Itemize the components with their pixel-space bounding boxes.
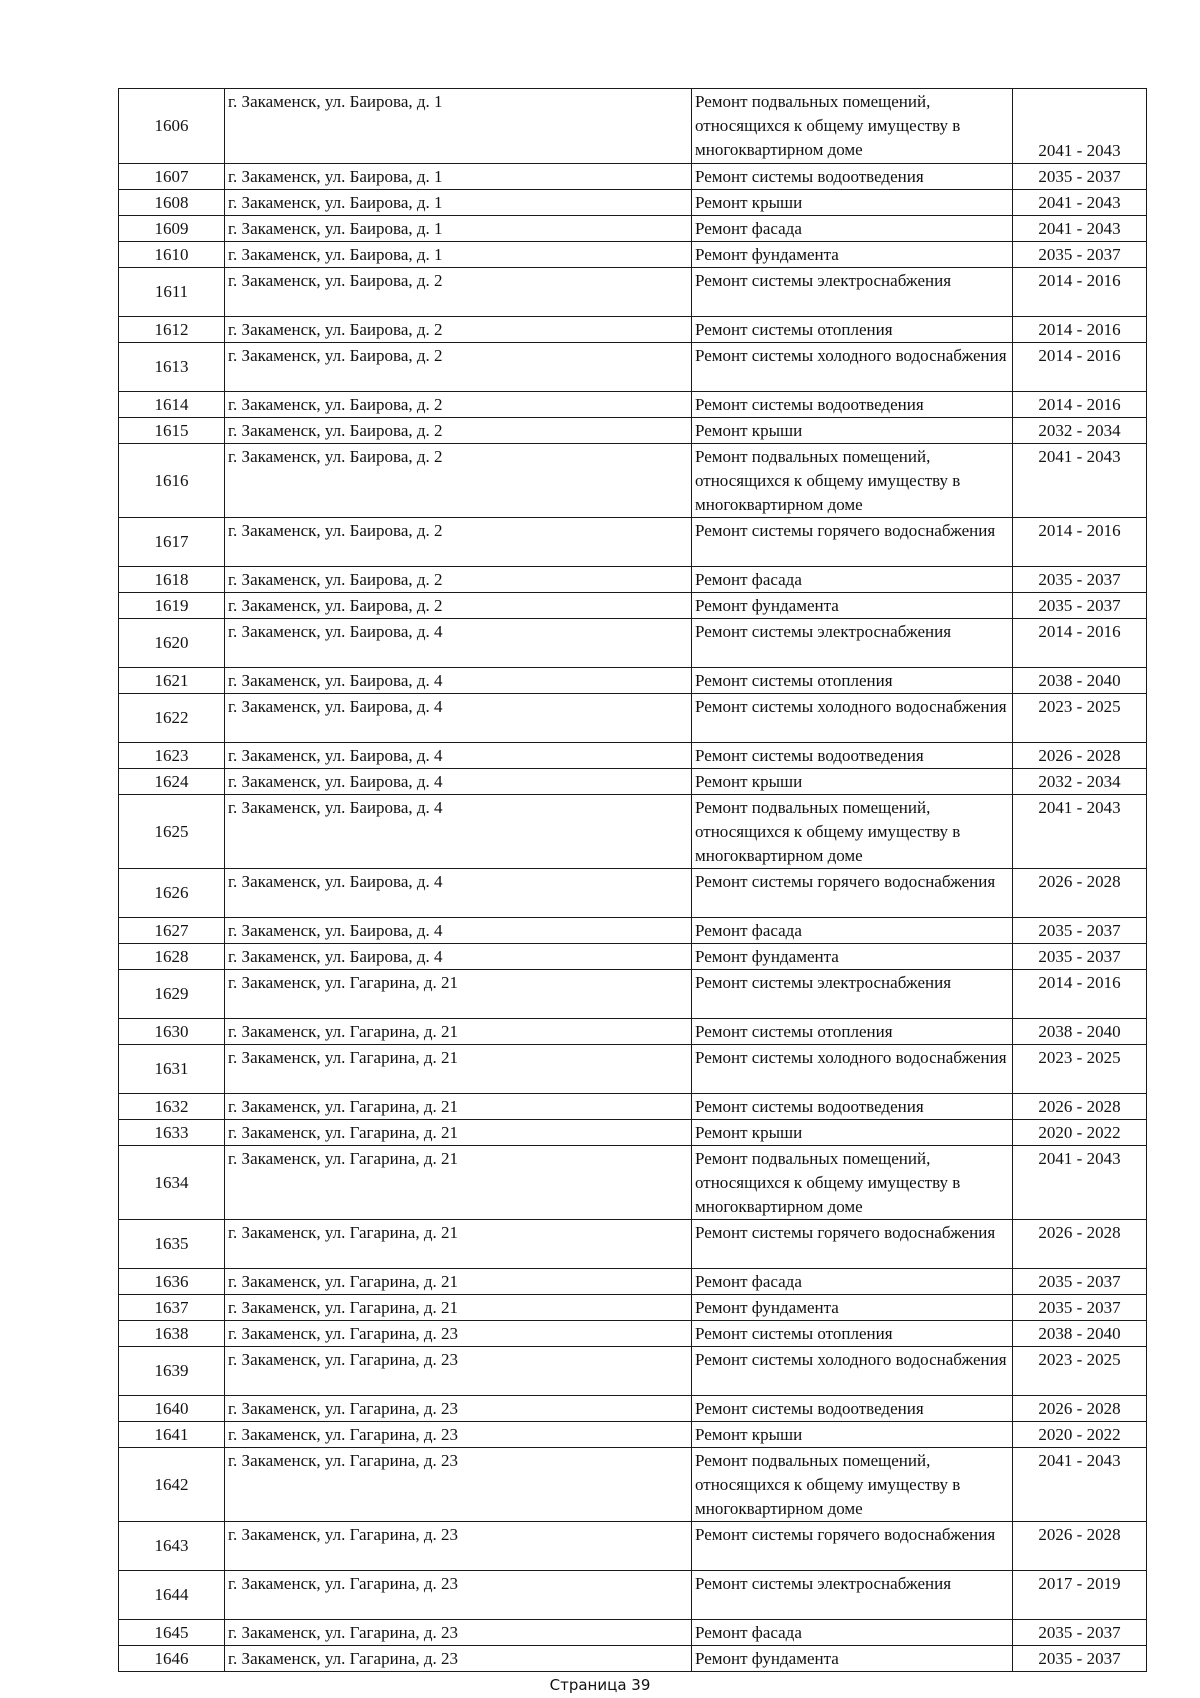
table-row: [119, 970, 1147, 1019]
work-type-cell: Ремонт системы электроснабжения: [692, 970, 1013, 1019]
address-cell: г. Закаменск, ул. Гагарина, д. 23: [225, 1321, 692, 1347]
work-type-cell: Ремонт системы электроснабжения: [692, 619, 1013, 668]
address-cell: г. Закаменск, ул. Баирова, д. 1: [225, 190, 692, 216]
period-cell: 2026 - 2028: [1013, 1220, 1147, 1269]
address-cell: г. Закаменск, ул. Баирова, д. 1: [225, 216, 692, 242]
address-cell: г. Закаменск, ул. Гагарина, д. 23: [225, 1448, 692, 1522]
row-number-cell: 1626: [119, 869, 225, 918]
work-type-cell: Ремонт системы водоотведения: [692, 164, 1013, 190]
period-cell: 2026 - 2028: [1013, 1522, 1147, 1571]
row-number-cell: 1616: [119, 444, 225, 518]
work-type-cell: Ремонт подвальных помещений, относящихся к общему имуществу в многоквартирном доме: [692, 444, 1013, 518]
work-type-cell: Ремонт системы отопления: [692, 668, 1013, 694]
period-cell: 2032 - 2034: [1013, 769, 1147, 795]
work-type-cell: Ремонт подвальных помещений, относящихся к общему имуществу в многоквартирном доме: [692, 1146, 1013, 1220]
row-number-cell: 1611: [119, 268, 225, 317]
period-cell: 2017 - 2019: [1013, 1571, 1147, 1620]
period-cell: 2038 - 2040: [1013, 668, 1147, 694]
table-row: [119, 668, 1147, 694]
period-cell: 2035 - 2037: [1013, 944, 1147, 970]
table-row: [119, 1448, 1147, 1522]
work-type-cell: Ремонт крыши: [692, 1422, 1013, 1448]
row-number-cell: 1628: [119, 944, 225, 970]
work-type-cell: Ремонт фундамента: [692, 593, 1013, 619]
row-number-cell: 1614: [119, 392, 225, 418]
repair-schedule-table: [118, 88, 1147, 1672]
table-row: [119, 1019, 1147, 1045]
address-cell: г. Закаменск, ул. Баирова, д. 2: [225, 593, 692, 619]
work-type-cell: Ремонт фасада: [692, 918, 1013, 944]
row-number-cell: 1613: [119, 343, 225, 392]
address-cell: г. Закаменск, ул. Гагарина, д. 23: [225, 1620, 692, 1646]
period-cell: 2041 - 2043: [1013, 190, 1147, 216]
period-cell: 2038 - 2040: [1013, 1019, 1147, 1045]
work-type-cell: Ремонт системы горячего водоснабжения: [692, 1220, 1013, 1269]
table-row: [119, 743, 1147, 769]
address-cell: г. Закаменск, ул. Баирова, д. 4: [225, 619, 692, 668]
address-cell: г. Закаменск, ул. Гагарина, д. 21: [225, 1295, 692, 1321]
address-cell: г. Закаменск, ул. Баирова, д. 4: [225, 795, 692, 869]
period-cell: 2035 - 2037: [1013, 1269, 1147, 1295]
work-type-cell: Ремонт крыши: [692, 1120, 1013, 1146]
period-cell: 2035 - 2037: [1013, 1295, 1147, 1321]
address-cell: г. Закаменск, ул. Баирова, д. 4: [225, 743, 692, 769]
table-row: [119, 190, 1147, 216]
row-number-cell: 1607: [119, 164, 225, 190]
row-number-cell: 1609: [119, 216, 225, 242]
row-number-cell: 1633: [119, 1120, 225, 1146]
work-type-cell: Ремонт системы водоотведения: [692, 1396, 1013, 1422]
work-type-cell: Ремонт системы водоотведения: [692, 1094, 1013, 1120]
table-row: [119, 1620, 1147, 1646]
period-cell: 2023 - 2025: [1013, 694, 1147, 743]
table-row: [119, 869, 1147, 918]
row-number-cell: 1635: [119, 1220, 225, 1269]
address-cell: г. Закаменск, ул. Баирова, д. 4: [225, 668, 692, 694]
address-cell: г. Закаменск, ул. Баирова, д. 4: [225, 944, 692, 970]
table-row: [119, 1422, 1147, 1448]
work-type-cell: Ремонт крыши: [692, 769, 1013, 795]
work-type-cell: Ремонт системы отопления: [692, 1321, 1013, 1347]
table-row: [119, 1295, 1147, 1321]
address-cell: г. Закаменск, ул. Гагарина, д. 23: [225, 1522, 692, 1571]
table-row: [119, 89, 1147, 164]
period-cell: 2035 - 2037: [1013, 1620, 1147, 1646]
row-number-cell: 1637: [119, 1295, 225, 1321]
address-cell: г. Закаменск, ул. Гагарина, д. 21: [225, 1094, 692, 1120]
period-cell: 2041 - 2043: [1013, 1146, 1147, 1220]
row-number-cell: 1625: [119, 795, 225, 869]
work-type-cell: Ремонт крыши: [692, 190, 1013, 216]
period-cell: 2041 - 2043: [1013, 89, 1147, 164]
period-cell: 2035 - 2037: [1013, 242, 1147, 268]
table-row: [119, 518, 1147, 567]
work-type-cell: Ремонт фундамента: [692, 1646, 1013, 1672]
work-type-cell: Ремонт подвальных помещений, относящихся к общему имуществу в многоквартирном доме: [692, 795, 1013, 869]
row-number-cell: 1612: [119, 317, 225, 343]
period-cell: 2035 - 2037: [1013, 918, 1147, 944]
period-cell: 2032 - 2034: [1013, 418, 1147, 444]
work-type-cell: Ремонт системы горячего водоснабжения: [692, 1522, 1013, 1571]
table-row: [119, 1220, 1147, 1269]
row-number-cell: 1627: [119, 918, 225, 944]
row-number-cell: 1624: [119, 769, 225, 795]
address-cell: г. Закаменск, ул. Гагарина, д. 23: [225, 1571, 692, 1620]
work-type-cell: Ремонт системы электроснабжения: [692, 268, 1013, 317]
work-type-cell: Ремонт системы холодного водоснабжения: [692, 694, 1013, 743]
address-cell: г. Закаменск, ул. Баирова, д. 1: [225, 89, 692, 164]
table-row: [119, 1321, 1147, 1347]
row-number-cell: 1630: [119, 1019, 225, 1045]
table-row: [119, 1269, 1147, 1295]
address-cell: г. Закаменск, ул. Баирова, д. 1: [225, 242, 692, 268]
work-type-cell: Ремонт системы водоотведения: [692, 392, 1013, 418]
period-cell: 2023 - 2025: [1013, 1347, 1147, 1396]
period-cell: 2020 - 2022: [1013, 1422, 1147, 1448]
period-cell: 2014 - 2016: [1013, 970, 1147, 1019]
row-number-cell: 1618: [119, 567, 225, 593]
row-number-cell: 1629: [119, 970, 225, 1019]
period-cell: 2026 - 2028: [1013, 1094, 1147, 1120]
table-row: [119, 1347, 1147, 1396]
row-number-cell: 1644: [119, 1571, 225, 1620]
table-row: [119, 795, 1147, 869]
period-cell: 2038 - 2040: [1013, 1321, 1147, 1347]
work-type-cell: Ремонт системы горячего водоснабжения: [692, 518, 1013, 567]
address-cell: г. Закаменск, ул. Баирова, д. 4: [225, 694, 692, 743]
work-type-cell: Ремонт фундамента: [692, 242, 1013, 268]
address-cell: г. Закаменск, ул. Баирова, д. 2: [225, 444, 692, 518]
period-cell: 2020 - 2022: [1013, 1120, 1147, 1146]
table-row: [119, 164, 1147, 190]
period-cell: 2035 - 2037: [1013, 164, 1147, 190]
table-row: [119, 1045, 1147, 1094]
address-cell: г. Закаменск, ул. Гагарина, д. 23: [225, 1347, 692, 1396]
table-row: [119, 268, 1147, 317]
address-cell: г. Закаменск, ул. Баирова, д. 4: [225, 769, 692, 795]
row-number-cell: 1622: [119, 694, 225, 743]
row-number-cell: 1634: [119, 1146, 225, 1220]
address-cell: г. Закаменск, ул. Гагарина, д. 21: [225, 1146, 692, 1220]
row-number-cell: 1638: [119, 1321, 225, 1347]
work-type-cell: Ремонт системы отопления: [692, 1019, 1013, 1045]
address-cell: г. Закаменск, ул. Баирова, д. 1: [225, 164, 692, 190]
table-body: [119, 89, 1147, 1672]
period-cell: 2014 - 2016: [1013, 268, 1147, 317]
period-cell: 2041 - 2043: [1013, 1448, 1147, 1522]
table-row: [119, 769, 1147, 795]
work-type-cell: Ремонт фасада: [692, 1620, 1013, 1646]
address-cell: г. Закаменск, ул. Баирова, д. 2: [225, 567, 692, 593]
row-number-cell: 1639: [119, 1347, 225, 1396]
address-cell: г. Закаменск, ул. Баирова, д. 2: [225, 418, 692, 444]
table-row: [119, 317, 1147, 343]
row-number-cell: 1632: [119, 1094, 225, 1120]
address-cell: г. Закаменск, ул. Баирова, д. 2: [225, 518, 692, 567]
row-number-cell: 1640: [119, 1396, 225, 1422]
address-cell: г. Закаменск, ул. Гагарина, д. 21: [225, 1045, 692, 1094]
address-cell: г. Закаменск, ул. Гагарина, д. 23: [225, 1396, 692, 1422]
period-cell: 2035 - 2037: [1013, 593, 1147, 619]
period-cell: 2035 - 2037: [1013, 1646, 1147, 1672]
period-cell: 2026 - 2028: [1013, 743, 1147, 769]
work-type-cell: Ремонт фасада: [692, 567, 1013, 593]
table-row: [119, 242, 1147, 268]
table-row: [119, 216, 1147, 242]
address-cell: г. Закаменск, ул. Гагарина, д. 23: [225, 1646, 692, 1672]
work-type-cell: Ремонт системы водоотведения: [692, 743, 1013, 769]
period-cell: 2041 - 2043: [1013, 444, 1147, 518]
row-number-cell: 1608: [119, 190, 225, 216]
row-number-cell: 1631: [119, 1045, 225, 1094]
table-row: [119, 944, 1147, 970]
page-number: Страница 39: [549, 1676, 651, 1694]
address-cell: г. Закаменск, ул. Гагарина, д. 23: [225, 1422, 692, 1448]
period-cell: 2041 - 2043: [1013, 795, 1147, 869]
period-cell: 2023 - 2025: [1013, 1045, 1147, 1094]
address-cell: г. Закаменск, ул. Гагарина, д. 21: [225, 1269, 692, 1295]
row-number-cell: 1617: [119, 518, 225, 567]
row-number-cell: 1645: [119, 1620, 225, 1646]
address-cell: г. Закаменск, ул. Баирова, д. 4: [225, 918, 692, 944]
table-row: [119, 593, 1147, 619]
table-row: [119, 1571, 1147, 1620]
work-type-cell: Ремонт системы холодного водоснабжения: [692, 1045, 1013, 1094]
period-cell: 2014 - 2016: [1013, 343, 1147, 392]
work-type-cell: Ремонт подвальных помещений, относящихся к общему имуществу в многоквартирном доме: [692, 89, 1013, 164]
row-number-cell: 1615: [119, 418, 225, 444]
period-cell: 2026 - 2028: [1013, 1396, 1147, 1422]
address-cell: г. Закаменск, ул. Гагарина, д. 21: [225, 1019, 692, 1045]
work-type-cell: Ремонт фундамента: [692, 1295, 1013, 1321]
work-type-cell: Ремонт системы холодного водоснабжения: [692, 343, 1013, 392]
period-cell: 2014 - 2016: [1013, 518, 1147, 567]
table-row: [119, 418, 1147, 444]
table-row: [119, 1094, 1147, 1120]
period-cell: 2035 - 2037: [1013, 567, 1147, 593]
work-type-cell: Ремонт фундамента: [692, 944, 1013, 970]
period-cell: 2041 - 2043: [1013, 216, 1147, 242]
row-number-cell: 1641: [119, 1422, 225, 1448]
row-number-cell: 1620: [119, 619, 225, 668]
period-cell: 2014 - 2016: [1013, 392, 1147, 418]
work-type-cell: Ремонт системы холодного водоснабжения: [692, 1347, 1013, 1396]
work-type-cell: Ремонт системы электроснабжения: [692, 1571, 1013, 1620]
address-cell: г. Закаменск, ул. Гагарина, д. 21: [225, 1220, 692, 1269]
period-cell: 2014 - 2016: [1013, 317, 1147, 343]
table-row: [119, 392, 1147, 418]
row-number-cell: 1610: [119, 242, 225, 268]
work-type-cell: Ремонт фасада: [692, 1269, 1013, 1295]
row-number-cell: 1606: [119, 89, 225, 164]
work-type-cell: Ремонт подвальных помещений, относящихся к общему имуществу в многоквартирном доме: [692, 1448, 1013, 1522]
table-row: [119, 567, 1147, 593]
work-type-cell: Ремонт фасада: [692, 216, 1013, 242]
address-cell: г. Закаменск, ул. Гагарина, д. 21: [225, 1120, 692, 1146]
period-cell: 2014 - 2016: [1013, 619, 1147, 668]
table-row: [119, 1522, 1147, 1571]
table-row: [119, 694, 1147, 743]
table-row: [119, 1396, 1147, 1422]
address-cell: г. Закаменск, ул. Баирова, д. 2: [225, 343, 692, 392]
table-row: [119, 918, 1147, 944]
row-number-cell: 1623: [119, 743, 225, 769]
period-cell: 2026 - 2028: [1013, 869, 1147, 918]
table-row: [119, 1146, 1147, 1220]
address-cell: г. Закаменск, ул. Баирова, д. 4: [225, 869, 692, 918]
address-cell: г. Закаменск, ул. Гагарина, д. 21: [225, 970, 692, 1019]
row-number-cell: 1621: [119, 668, 225, 694]
address-cell: г. Закаменск, ул. Баирова, д. 2: [225, 268, 692, 317]
row-number-cell: 1646: [119, 1646, 225, 1672]
address-cell: г. Закаменск, ул. Баирова, д. 2: [225, 392, 692, 418]
row-number-cell: 1642: [119, 1448, 225, 1522]
table-row: [119, 619, 1147, 668]
work-type-cell: Ремонт системы горячего водоснабжения: [692, 869, 1013, 918]
address-cell: г. Закаменск, ул. Баирова, д. 2: [225, 317, 692, 343]
table-row: [119, 1646, 1147, 1672]
row-number-cell: 1643: [119, 1522, 225, 1571]
table-row: [119, 444, 1147, 518]
table-row: [119, 343, 1147, 392]
row-number-cell: 1619: [119, 593, 225, 619]
table-row: [119, 1120, 1147, 1146]
work-type-cell: Ремонт крыши: [692, 418, 1013, 444]
work-type-cell: Ремонт системы отопления: [692, 317, 1013, 343]
row-number-cell: 1636: [119, 1269, 225, 1295]
